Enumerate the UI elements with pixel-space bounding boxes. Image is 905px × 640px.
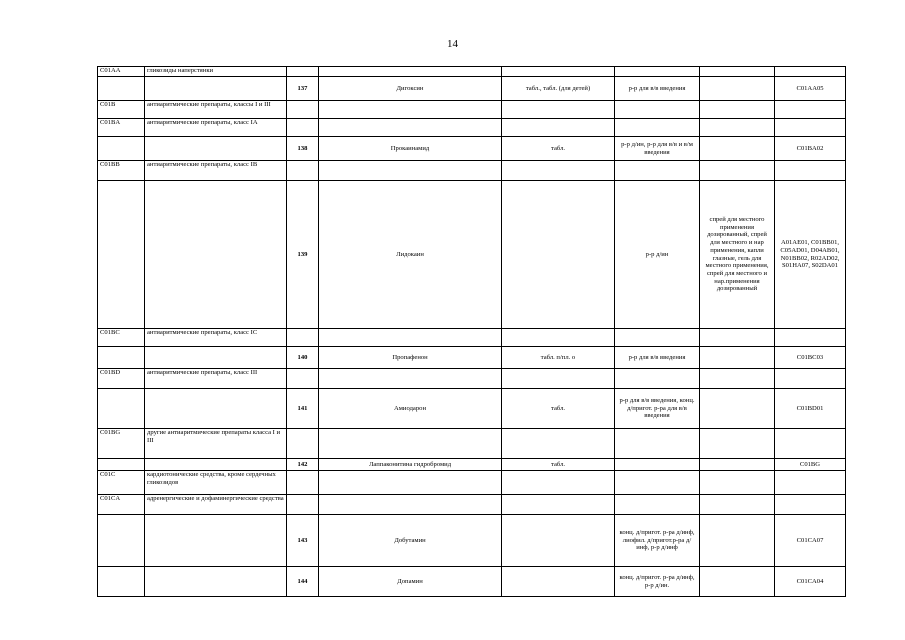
injection-form-cell [615, 369, 700, 389]
group-name-cell: антиаритмические препараты, класс III [145, 369, 287, 389]
group-row [98, 369, 846, 389]
injection-form-cell [615, 329, 700, 347]
group-name-cell [145, 567, 287, 597]
other-form-cell [700, 567, 775, 597]
atc-code-cell: C01BB [98, 161, 145, 181]
atc-codes-cell [775, 495, 846, 515]
group-name-cell: адренергические и дофаминергические средства [145, 495, 287, 515]
page-number: 14 [447, 38, 458, 50]
drug-name-cell: Прокаинамид [319, 137, 502, 161]
group-row [98, 161, 846, 181]
row-number-cell [287, 119, 319, 137]
atc-codes-cell [775, 101, 846, 119]
injection-form-cell: р-р для в/в введения [615, 77, 700, 101]
atc-code-cell: C01C [98, 471, 145, 495]
atc-codes-cell [775, 471, 846, 495]
group-row [98, 429, 846, 459]
row-number-cell [287, 67, 319, 77]
row-number-cell [287, 329, 319, 347]
injection-form-cell [615, 471, 700, 495]
group-name-cell: антиаритмические препараты, классы I и III [145, 101, 287, 119]
group-row [98, 119, 846, 137]
atc-codes-cell: C01BG [775, 459, 846, 471]
atc-code-cell: C01BD [98, 369, 145, 389]
atc-codes-cell [775, 67, 846, 77]
atc-code-cell: C01B [98, 101, 145, 119]
row-number-cell [287, 471, 319, 495]
atc-codes-cell [775, 369, 846, 389]
row-number-cell: 144 [287, 567, 319, 597]
injection-form-cell: конц. д/пригот. р-ра д/инф, лиофил. д/пригот.р-ра д/инф, р-р д/инф [615, 515, 700, 567]
drug-row [98, 181, 846, 329]
row-number-cell [287, 429, 319, 459]
oral-form-cell [502, 495, 615, 515]
atc-codes-cell: C01AA05 [775, 77, 846, 101]
drug-name-cell [319, 329, 502, 347]
group-name-cell: другие антиаритмические препараты класса I и III [145, 429, 287, 459]
group-name-cell: антиаритмические препараты, класс IA [145, 119, 287, 137]
injection-form-cell: р-р для в/в введения [615, 347, 700, 369]
group-name-cell [145, 137, 287, 161]
oral-form-cell [502, 515, 615, 567]
other-form-cell [700, 329, 775, 347]
row-number-cell: 143 [287, 515, 319, 567]
atc-codes-cell [775, 429, 846, 459]
atc-code-cell: C01BA [98, 119, 145, 137]
group-name-cell: антиаритмические препараты, класс IB [145, 161, 287, 181]
drug-name-cell [319, 101, 502, 119]
oral-form-cell [502, 161, 615, 181]
other-form-cell [700, 459, 775, 471]
other-form-cell [700, 119, 775, 137]
row-number-cell [287, 101, 319, 119]
other-form-cell [700, 101, 775, 119]
group-row [98, 67, 846, 77]
row-number-cell [287, 495, 319, 515]
injection-form-cell [615, 429, 700, 459]
oral-form-cell [502, 67, 615, 77]
row-number-cell: 141 [287, 389, 319, 429]
atc-codes-cell: C01BD01 [775, 389, 846, 429]
oral-form-cell: табл., табл. (для детей) [502, 77, 615, 101]
other-form-cell [700, 369, 775, 389]
injection-form-cell: р-р для в/в введения, конц. д/пригот. р-ра для в/в введения [615, 389, 700, 429]
drug-name-cell [319, 429, 502, 459]
drug-row [98, 347, 846, 369]
other-form-cell [700, 77, 775, 101]
atc-codes-cell [775, 161, 846, 181]
injection-form-cell [615, 459, 700, 471]
other-form-cell [700, 515, 775, 567]
injection-form-cell: конц. д/пригот. р-ра д/инф, р-р д/ин. [615, 567, 700, 597]
other-form-cell [700, 495, 775, 515]
oral-form-cell: табл. [502, 137, 615, 161]
atc-code-cell [98, 77, 145, 101]
drug-name-cell [319, 495, 502, 515]
row-number-cell [287, 161, 319, 181]
other-form-cell: спрей для местного применения дозированный, спрей для местного и нар применения, капли глазные, гель для местного применения, спрей для местного и нар.применения дозированный [700, 181, 775, 329]
atc-code-cell: C01BG [98, 429, 145, 459]
oral-form-cell [502, 119, 615, 137]
atc-code-cell [98, 347, 145, 369]
atc-code-cell [98, 515, 145, 567]
other-form-cell [700, 161, 775, 181]
oral-form-cell [502, 329, 615, 347]
drug-name-cell: Дигоксин [319, 77, 502, 101]
oral-form-cell [502, 101, 615, 119]
group-name-cell [145, 515, 287, 567]
oral-form-cell [502, 429, 615, 459]
other-form-cell [700, 347, 775, 369]
drug-name-cell [319, 471, 502, 495]
drug-name-cell: Лидокаин [319, 181, 502, 329]
atc-code-cell [98, 389, 145, 429]
oral-form-cell [502, 181, 615, 329]
injection-form-cell [615, 495, 700, 515]
drug-row [98, 567, 846, 597]
group-name-cell [145, 459, 287, 471]
drug-name-cell [319, 119, 502, 137]
drug-name-cell: Пропафенон [319, 347, 502, 369]
oral-form-cell [502, 567, 615, 597]
oral-form-cell: табл. [502, 459, 615, 471]
row-number-cell: 142 [287, 459, 319, 471]
atc-code-cell [98, 181, 145, 329]
atc-codes-cell: C01BC03 [775, 347, 846, 369]
atc-codes-cell: A01AE01, C01BB01, C05AD01, D04AB01, N01BB02, R02AD02, S01HA07, S02DA01 [775, 181, 846, 329]
injection-form-cell: р-р д/ин, р-р для в/в и в/м введения [615, 137, 700, 161]
drug-name-cell: Допамин [319, 567, 502, 597]
atc-code-cell: C01BC [98, 329, 145, 347]
group-name-cell: антиаритмические препараты, класс IC [145, 329, 287, 347]
atc-code-cell [98, 567, 145, 597]
other-form-cell [700, 389, 775, 429]
row-number-cell: 137 [287, 77, 319, 101]
injection-form-cell: р-р д/ин [615, 181, 700, 329]
drug-row [98, 459, 846, 471]
drug-name-cell: Амиодарон [319, 389, 502, 429]
group-name-cell [145, 347, 287, 369]
drug-name-cell [319, 161, 502, 181]
oral-form-cell [502, 471, 615, 495]
drug-row [98, 137, 846, 161]
atc-codes-cell [775, 329, 846, 347]
group-name-cell [145, 181, 287, 329]
group-row [98, 101, 846, 119]
group-name-cell [145, 77, 287, 101]
atc-codes-cell: C01CA07 [775, 515, 846, 567]
group-name-cell: гликозиды наперстянки [145, 67, 287, 77]
atc-codes-cell: C01BA02 [775, 137, 846, 161]
atc-code-cell [98, 137, 145, 161]
drug-table [97, 66, 846, 597]
row-number-cell: 140 [287, 347, 319, 369]
drug-row [98, 389, 846, 429]
other-form-cell [700, 137, 775, 161]
row-number-cell: 138 [287, 137, 319, 161]
drug-name-cell [319, 369, 502, 389]
injection-form-cell [615, 119, 700, 137]
oral-form-cell: табл. п/пл. о [502, 347, 615, 369]
row-number-cell [287, 369, 319, 389]
atc-code-cell: C01AA [98, 67, 145, 77]
other-form-cell [700, 429, 775, 459]
atc-codes-cell: C01CA04 [775, 567, 846, 597]
atc-codes-cell [775, 119, 846, 137]
drug-name-cell [319, 67, 502, 77]
group-row [98, 495, 846, 515]
group-row [98, 329, 846, 347]
row-number-cell: 139 [287, 181, 319, 329]
injection-form-cell [615, 67, 700, 77]
drug-row [98, 515, 846, 567]
group-name-cell: кардиотонические средства, кроме сердечных гликозидов [145, 471, 287, 495]
group-name-cell [145, 389, 287, 429]
drug-name-cell: Лаппаконитина гидробромид [319, 459, 502, 471]
atc-code-cell: C01CA [98, 495, 145, 515]
oral-form-cell: табл. [502, 389, 615, 429]
drug-name-cell: Добутамин [319, 515, 502, 567]
other-form-cell [700, 67, 775, 77]
drug-row [98, 77, 846, 101]
atc-code-cell [98, 459, 145, 471]
group-row [98, 471, 846, 495]
injection-form-cell [615, 101, 700, 119]
other-form-cell [700, 471, 775, 495]
oral-form-cell [502, 369, 615, 389]
injection-form-cell [615, 161, 700, 181]
